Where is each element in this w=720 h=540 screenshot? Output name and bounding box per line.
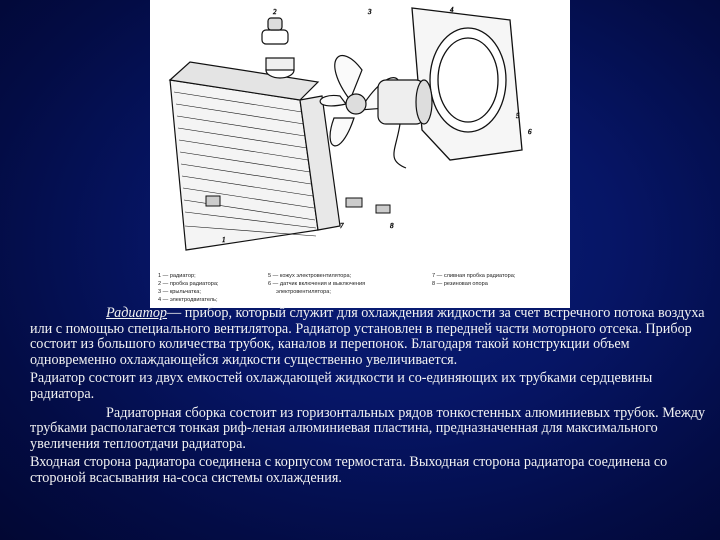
radiator-diagram (150, 0, 570, 308)
body-text (30, 306, 710, 490)
legend-item: 3 — крыльчатка; (158, 289, 201, 295)
radiator-illustration (150, 0, 570, 308)
legend-item: 8 — резиновая опора (432, 281, 488, 287)
legend-item: 2 — пробка радиатора; (158, 281, 219, 287)
paragraph-3-text: Радиаторная сборка состоит из горизонтальных рядов тонкостенных алюминиевых трубок. Между трубками располагается тонкая риф-леная алюминиевая пластина, предназначенная для максимального увеличения теплоотдачи радиатора. (30, 404, 706, 452)
paragraph-3 (30, 406, 710, 453)
callout-1: 2 (273, 8, 277, 16)
figure-legend (158, 273, 516, 303)
callout-5: 6 (528, 128, 532, 136)
callout-0: 1 (222, 236, 226, 244)
radiator-core (170, 62, 340, 250)
paragraph-2: Радиатор состоит из двух емкостей охлаждающей жидкости и со-единяющих их трубками сердцевины радиатора. (30, 370, 653, 402)
callout-7: 8 (390, 222, 394, 230)
legend-item: 6 — датчик включения и выключения (268, 281, 366, 287)
legend-item: электровентилятора; (276, 289, 331, 295)
legend-item: 7 — сливная пробка радиатора; (432, 273, 516, 279)
radiator-cap (262, 18, 294, 78)
legend-item: 1 — радиатор; (158, 273, 196, 279)
paragraph-1 (30, 306, 710, 368)
callout-4: 5 (516, 112, 520, 120)
paragraph-4: Входная сторона радиатора соединена с корпусом термостата. Выходная сторона радиатора соединена со стороной всасывания на-соса системы охлаждения. (30, 454, 668, 486)
callout-6: 7 (340, 222, 344, 230)
legend-item: 5 — кожух электровентилятора; (268, 273, 352, 279)
legend-item: 4 — электродвигатель; (158, 297, 218, 303)
callout-3: 3 (368, 8, 372, 16)
paragraph-1-text: — прибор, который служит для охлаждения жидкости за счет встречного потока воздуха или с помощью специального вентилятора. Радиатор установлен в передней части моторного отсека. Прибор состоит из большого количества трубок, каналов и перепонок. Благодаря такой конструкции объем одновременно охлаждающейся жидкости существенно увеличивается. (30, 305, 705, 368)
callout-2: 4 (450, 6, 454, 14)
term-radiator: Радиатор (106, 305, 168, 321)
electric-motor (378, 80, 432, 168)
